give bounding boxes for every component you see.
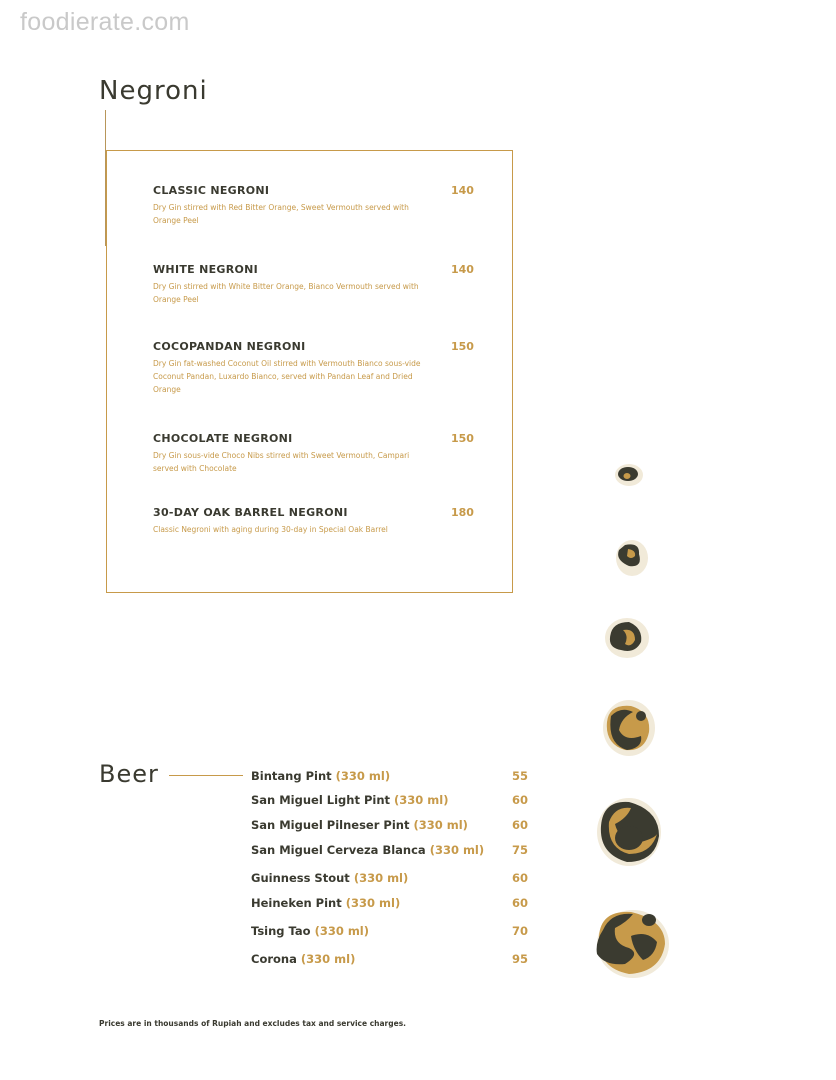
item-name: 30-DAY OAK BARREL NEGRONI — [153, 506, 348, 519]
olive-slices-illustration — [585, 450, 675, 990]
item-name: CLASSIC NEGRONI — [153, 184, 270, 197]
beer-name: San Miguel Pilneser Pint — [251, 818, 410, 832]
olive-slice-3 — [605, 618, 649, 658]
beer-price: 55 — [512, 769, 529, 783]
item-price: 150 — [451, 432, 474, 445]
item-description: Dry Gin stirred with White Bitter Orange, Bianco Vermouth served with Orange Peel — [153, 282, 419, 304]
item-price: 140 — [451, 184, 474, 197]
item-price: 180 — [451, 506, 474, 519]
beer-name: Guinness Stout — [251, 871, 350, 885]
item-name: WHITE NEGRONI — [153, 263, 259, 276]
beer-item-bintang — [251, 769, 390, 783]
beer-volume: (330 ml) — [394, 793, 449, 807]
beer-price: 70 — [512, 924, 529, 938]
beer-item-san-miguel-pilneser — [251, 818, 468, 832]
beer-price: 60 — [512, 871, 529, 885]
watermark: foodierate.com — [20, 8, 190, 36]
beer-name: Corona — [251, 952, 297, 966]
menu-item-oak-barrel-negroni — [153, 506, 483, 536]
menu-item-classic-negroni — [153, 184, 483, 227]
negroni-section-title: Negroni — [99, 76, 208, 106]
beer-item-san-miguel-cerveza-blanca — [251, 843, 484, 857]
beer-name: San Miguel Cerveza Blanca — [251, 843, 426, 857]
beer-item-tsing-tao — [251, 924, 369, 938]
beer-price: 60 — [512, 818, 529, 832]
beer-price: 75 — [512, 843, 529, 857]
item-description: Dry Gin fat-washed Coconut Oil stirred with Vermouth Bianco sous-vide Coconut Pandan, Luxardo Bianco, served with Pandan Leaf and Dried Orange — [153, 359, 421, 394]
item-description: Classic Negroni with aging during 30-day in Special Oak Barrel — [153, 525, 388, 534]
menu-item-chocolate-negroni — [153, 432, 483, 475]
olive-slice-6 — [597, 910, 669, 978]
beer-item-heineken — [251, 896, 400, 910]
beer-name: Tsing Tao — [251, 924, 311, 938]
beer-volume: (330 ml) — [335, 769, 391, 783]
beer-volume: (330 ml) — [300, 952, 356, 966]
beer-volume: (330 ml) — [345, 896, 401, 910]
item-description: Dry Gin stirred with Red Bitter Orange, Sweet Vermouth served with Orange Peel — [153, 203, 409, 225]
beer-item-guinness — [251, 871, 408, 885]
beer-volume: (330 ml) — [429, 843, 485, 857]
item-price: 140 — [451, 263, 474, 276]
price-footnote: Prices are in thousands of Rupiah and excludes tax and service charges. — [99, 1019, 407, 1028]
menu-item-white-negroni — [153, 263, 483, 306]
beer-volume: (330 ml) — [353, 871, 409, 885]
item-name: COCOPANDAN NEGRONI — [153, 340, 306, 353]
item-price: 150 — [451, 340, 474, 353]
beer-item-corona — [251, 952, 355, 966]
beer-name: San Miguel Light Pint — [251, 793, 391, 807]
beer-name: Bintang Pint — [251, 769, 332, 783]
beer-volume: (330 ml) — [314, 924, 370, 938]
beer-item-san-miguel-light — [251, 793, 448, 807]
olive-slice-2 — [616, 540, 648, 576]
beer-section-title: Beer — [99, 760, 159, 788]
beer-volume: (330 ml) — [413, 818, 468, 832]
beer-price: 60 — [512, 896, 529, 910]
olive-slice-4 — [603, 700, 655, 756]
menu-item-cocopandan-negroni — [153, 340, 483, 396]
item-name: CHOCOLATE NEGRONI — [153, 432, 293, 445]
item-description: Dry Gin sous-vide Choco Nibs stirred with Sweet Vermouth, Campari served with Chocolate — [153, 451, 410, 473]
negroni-menu-box — [106, 150, 513, 593]
beer-title-divider — [169, 775, 243, 776]
olive-slice-1 — [615, 464, 643, 486]
olive-slice-5 — [597, 798, 661, 866]
beer-price: 60 — [512, 793, 529, 807]
beer-name: Heineken Pint — [251, 896, 342, 910]
beer-price: 95 — [512, 952, 529, 966]
